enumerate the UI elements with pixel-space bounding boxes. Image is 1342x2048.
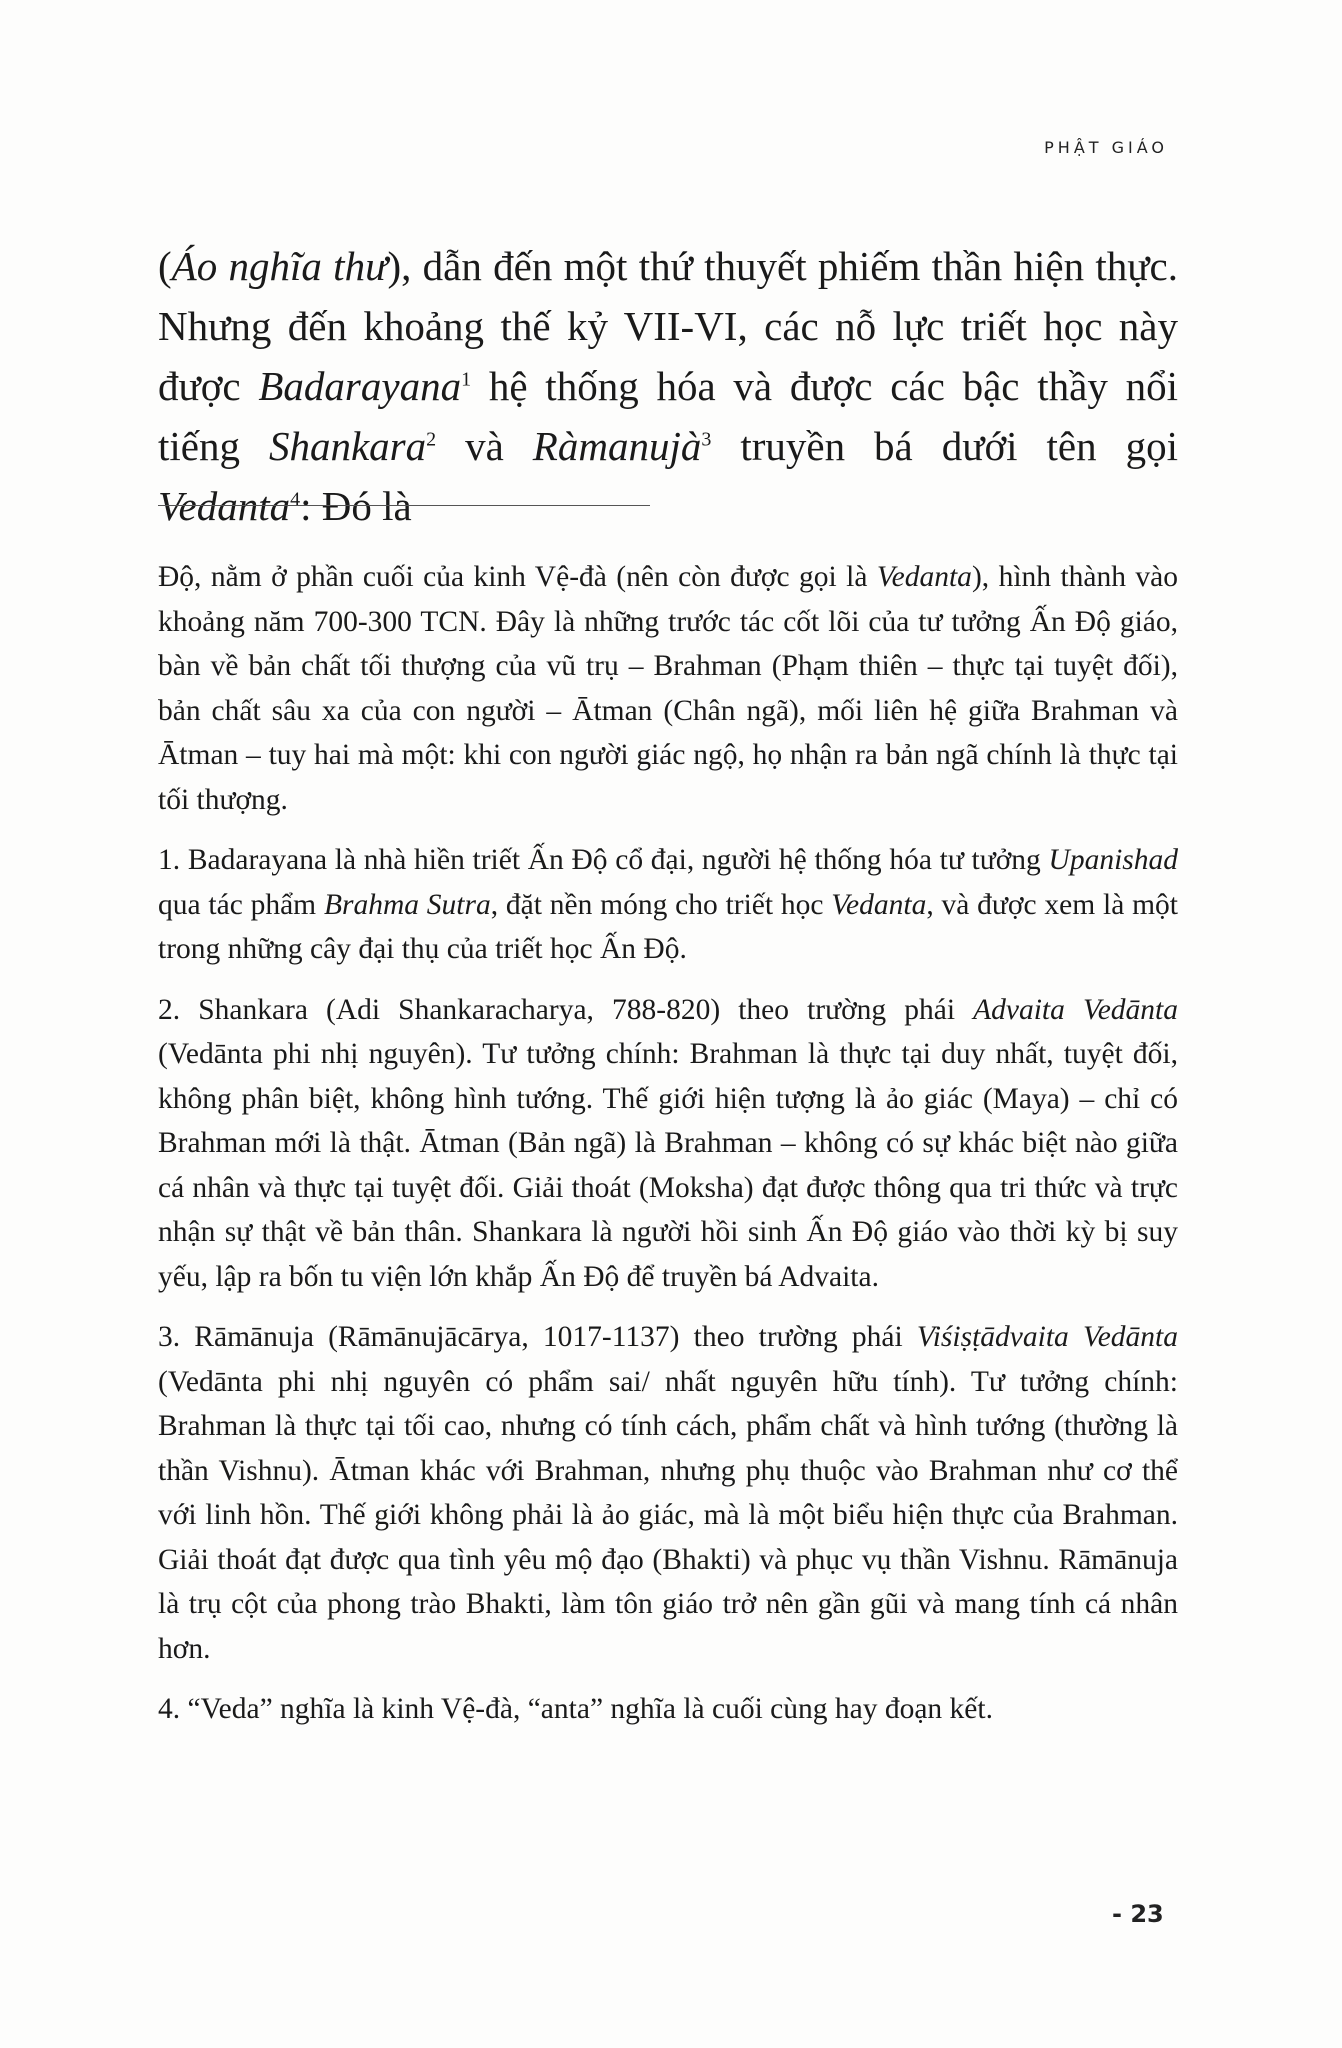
footnote-marker-3[interactable]: 3 <box>701 428 712 451</box>
footnote-marker-2[interactable]: 2 <box>426 428 437 451</box>
footnote-1: 1. Badarayana là nhà hiền triết Ấn Độ cổ đại, người hệ thống hóa tư tưởng Upanishad qua tác phẩm Brahma Sutra, đặt nền móng cho triết học Vedanta, và được xem là một trong những cây đại thụ của triết học Ấn Độ. <box>158 844 1178 965</box>
footnotes-section <box>158 555 1178 1748</box>
footnote-separator <box>158 505 650 506</box>
main-paragraph: (Áo nghĩa thư), dẫn đến một thứ thuyết phiếm thần hiện thực. Nhưng đến khoảng thế kỷ VII-VI, các nỗ lực triết học này được Badarayana$^1$ hệ thống hóa và được các bậc thầy nổi tiếng Shankara$^2$ và Ràmanujà$^3$ truyền bá dưới tên gọi Vedanta$^4$: Đó là <box>158 243 1178 529</box>
page-number: - 23 <box>1112 1900 1164 1928</box>
footnote-2: 2. Shankara (Adi Shankaracharya, 788-820) theo trường phái Advaita Vedānta (Vedānta phi nhị nguyên). Tư tưởng chính: Brahman là thực tại duy nhất, tuyệt đối, không phân biệt, không hình tướng. Thế giới hiện tượng là ảo giác (Maya) – chỉ có Brahman mới là thật. Ātman (Bản ngã) là Brahman – không có sự khác biệt nào giữa cá nhân và thực tại tuyệt đối. Giải thoát (Moksha) đạt được thông qua tri thức và trực nhận sự thật về bản thân. Shankara là người hồi sinh Ấn Độ giáo vào thời kỳ bị suy yếu, lập ra bốn tu viện lớn khắp Ấn Độ để truyền bá Advaita. <box>158 993 1178 1293</box>
footnote-marker-4[interactable]: 4 <box>290 488 301 511</box>
footnote-ref-ramanuja: Ràmanujà <box>532 423 702 469</box>
footnote-ref-vedanta: Vedanta <box>158 483 291 529</box>
running-header: PHẬT GIÁO <box>1044 138 1168 157</box>
italic-term: Áo nghĩa thư <box>171 243 388 289</box>
main-body-text <box>158 236 1178 536</box>
footnote-marker-1[interactable]: 1 <box>461 368 472 391</box>
footnote-continued: Độ, nằm ở phần cuối của kinh Vệ-đà (nên còn được gọi là Vedanta), hình thành vào khoảng năm 700-300 TCN. Đây là những trước tác cốt lõi của tư tưởng Ấn Độ giáo, bàn về bản chất tối thượng của vũ trụ – Brahman (Phạm thiên – thực tại tuyệt đối), bản chất sâu xa của con người – Ātman (Chân ngã), mối liên hệ giữa Brahman và Ātman – tuy hai mà một: khi con người giác ngộ, họ nhận ra bản ngã chính là thực tại tối thượng. <box>158 561 1179 816</box>
footnote-3: 3. Rāmānuja (Rāmānujācārya, 1017-1137) theo trường phái Viśiṣṭādvaita Vedānta (Vedānta phi nhị nguyên có phẩm sai/ nhất nguyên hữu tính). Tư tưởng chính: Brahman là thực tại tối cao, nhưng có tính cách, phẩm chất và hình tướng (thường là thần Vishnu). Ātman khác với Brahman, nhưng phụ thuộc vào Brahman như cơ thể với linh hồn. Thế giới không phải là ảo giác, mà là một biểu hiện thực của Brahman. Giải thoát đạt được qua tình yêu mộ đạo (Bhakti) và phục vụ thần Vishnu. Rāmānuja là trụ cột của phong trào Bhakti, làm tôn giáo trở nên gần gũi và mang tính cá nhân hơn. <box>158 1321 1178 1665</box>
footnote-ref-badarayana: Badarayana <box>258 363 462 409</box>
footnote-ref-shankara: Shankara <box>268 423 427 469</box>
footnote-4: 4. “Veda” nghĩa là kinh Vệ-đà, “anta” nghĩa là cuối cùng hay đoạn kết. <box>158 1693 993 1725</box>
